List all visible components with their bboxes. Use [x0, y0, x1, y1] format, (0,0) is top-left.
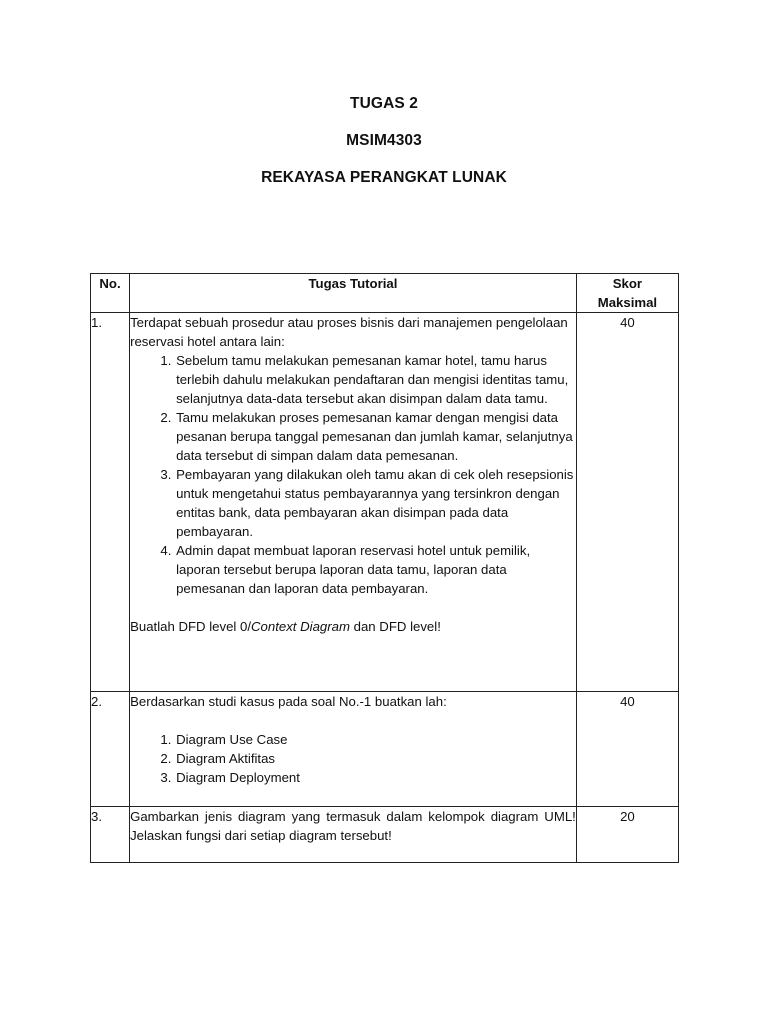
task-text: Gambarkan jenis diagram yang termasuk dalam kelompok diagram UML! Jelaskan fungsi dari setiap diagram tersebut! [130, 807, 577, 863]
list-item: 1. Diagram Use Case [175, 730, 576, 749]
table-row [91, 692, 679, 807]
list-item: 3. Diagram Deployment [175, 768, 576, 787]
course-code: MSIM4303 [346, 132, 422, 149]
list-item: 4. Admin dapat membuat laporan reservasi hotel untuk pemilik, laporan tersebut berupa laporan data tamu, laporan data pemesanan dan laporan data pembayaran. [175, 541, 576, 598]
row-number: 3. [91, 807, 130, 863]
list-item: 1. Sebelum tamu melakukan pemesanan kamar hotel, tamu harus terlebih dahulu melakukan pendaftaran dan mengisi identitas tamu, selanjutnya data-data tersebut akan disimpan dalam data tamu. [175, 351, 576, 408]
process-list [130, 351, 576, 598]
task-cell [130, 313, 577, 692]
instruction-prefix: Buatlah DFD level 0/ [130, 619, 252, 634]
table-row [91, 313, 679, 692]
header-no: No. [91, 274, 130, 313]
row-number: 2. [91, 692, 130, 807]
header-score [576, 274, 678, 313]
score-cell: 40 [576, 313, 678, 692]
list-item: 2. Diagram Aktifitas [175, 749, 576, 768]
instruction-italic: Context Diagram [251, 619, 350, 634]
task-intro: Berdasarkan studi kasus pada soal No.-1 buatkan lah: [130, 694, 447, 709]
tutorial-table [90, 273, 679, 863]
header-score-line2: Maksimal [597, 295, 658, 310]
task-intro: Terdapat sebuah prosedur atau proses bisnis dari manajemen pengelolaan reservasi hotel antara lain: [130, 315, 568, 349]
list-item: 2. Tamu melakukan proses pemesanan kamar dengan mengisi data pesanan berupa tanggal pemesanan dan jumlah kamar, selanjutnya data tersebut di simpan dalam data pemesanan. [175, 408, 576, 465]
task-cell [130, 692, 577, 807]
course-name: REKAYASA PERANGKAT LUNAK [261, 169, 507, 186]
table-header-row [91, 274, 679, 313]
row-number: 1. [91, 313, 130, 692]
score-cell: 20 [576, 807, 678, 863]
header-task: Tugas Tutorial [130, 274, 577, 313]
list-item: 3. Pembayaran yang dilakukan oleh tamu akan di cek oleh resepsionis untuk mengetahui status pembayarannya yang tersinkron dengan entitas bank, data pembayaran akan disimpan pada data pembayaran. [175, 465, 576, 541]
diagram-list [130, 730, 576, 787]
header-score-line1: Skor [612, 276, 643, 291]
assignment-title: TUGAS 2 [350, 95, 418, 112]
task-instruction [130, 617, 576, 636]
score-cell: 40 [576, 692, 678, 807]
instruction-suffix: dan DFD level! [349, 619, 441, 634]
table-row [91, 807, 679, 863]
